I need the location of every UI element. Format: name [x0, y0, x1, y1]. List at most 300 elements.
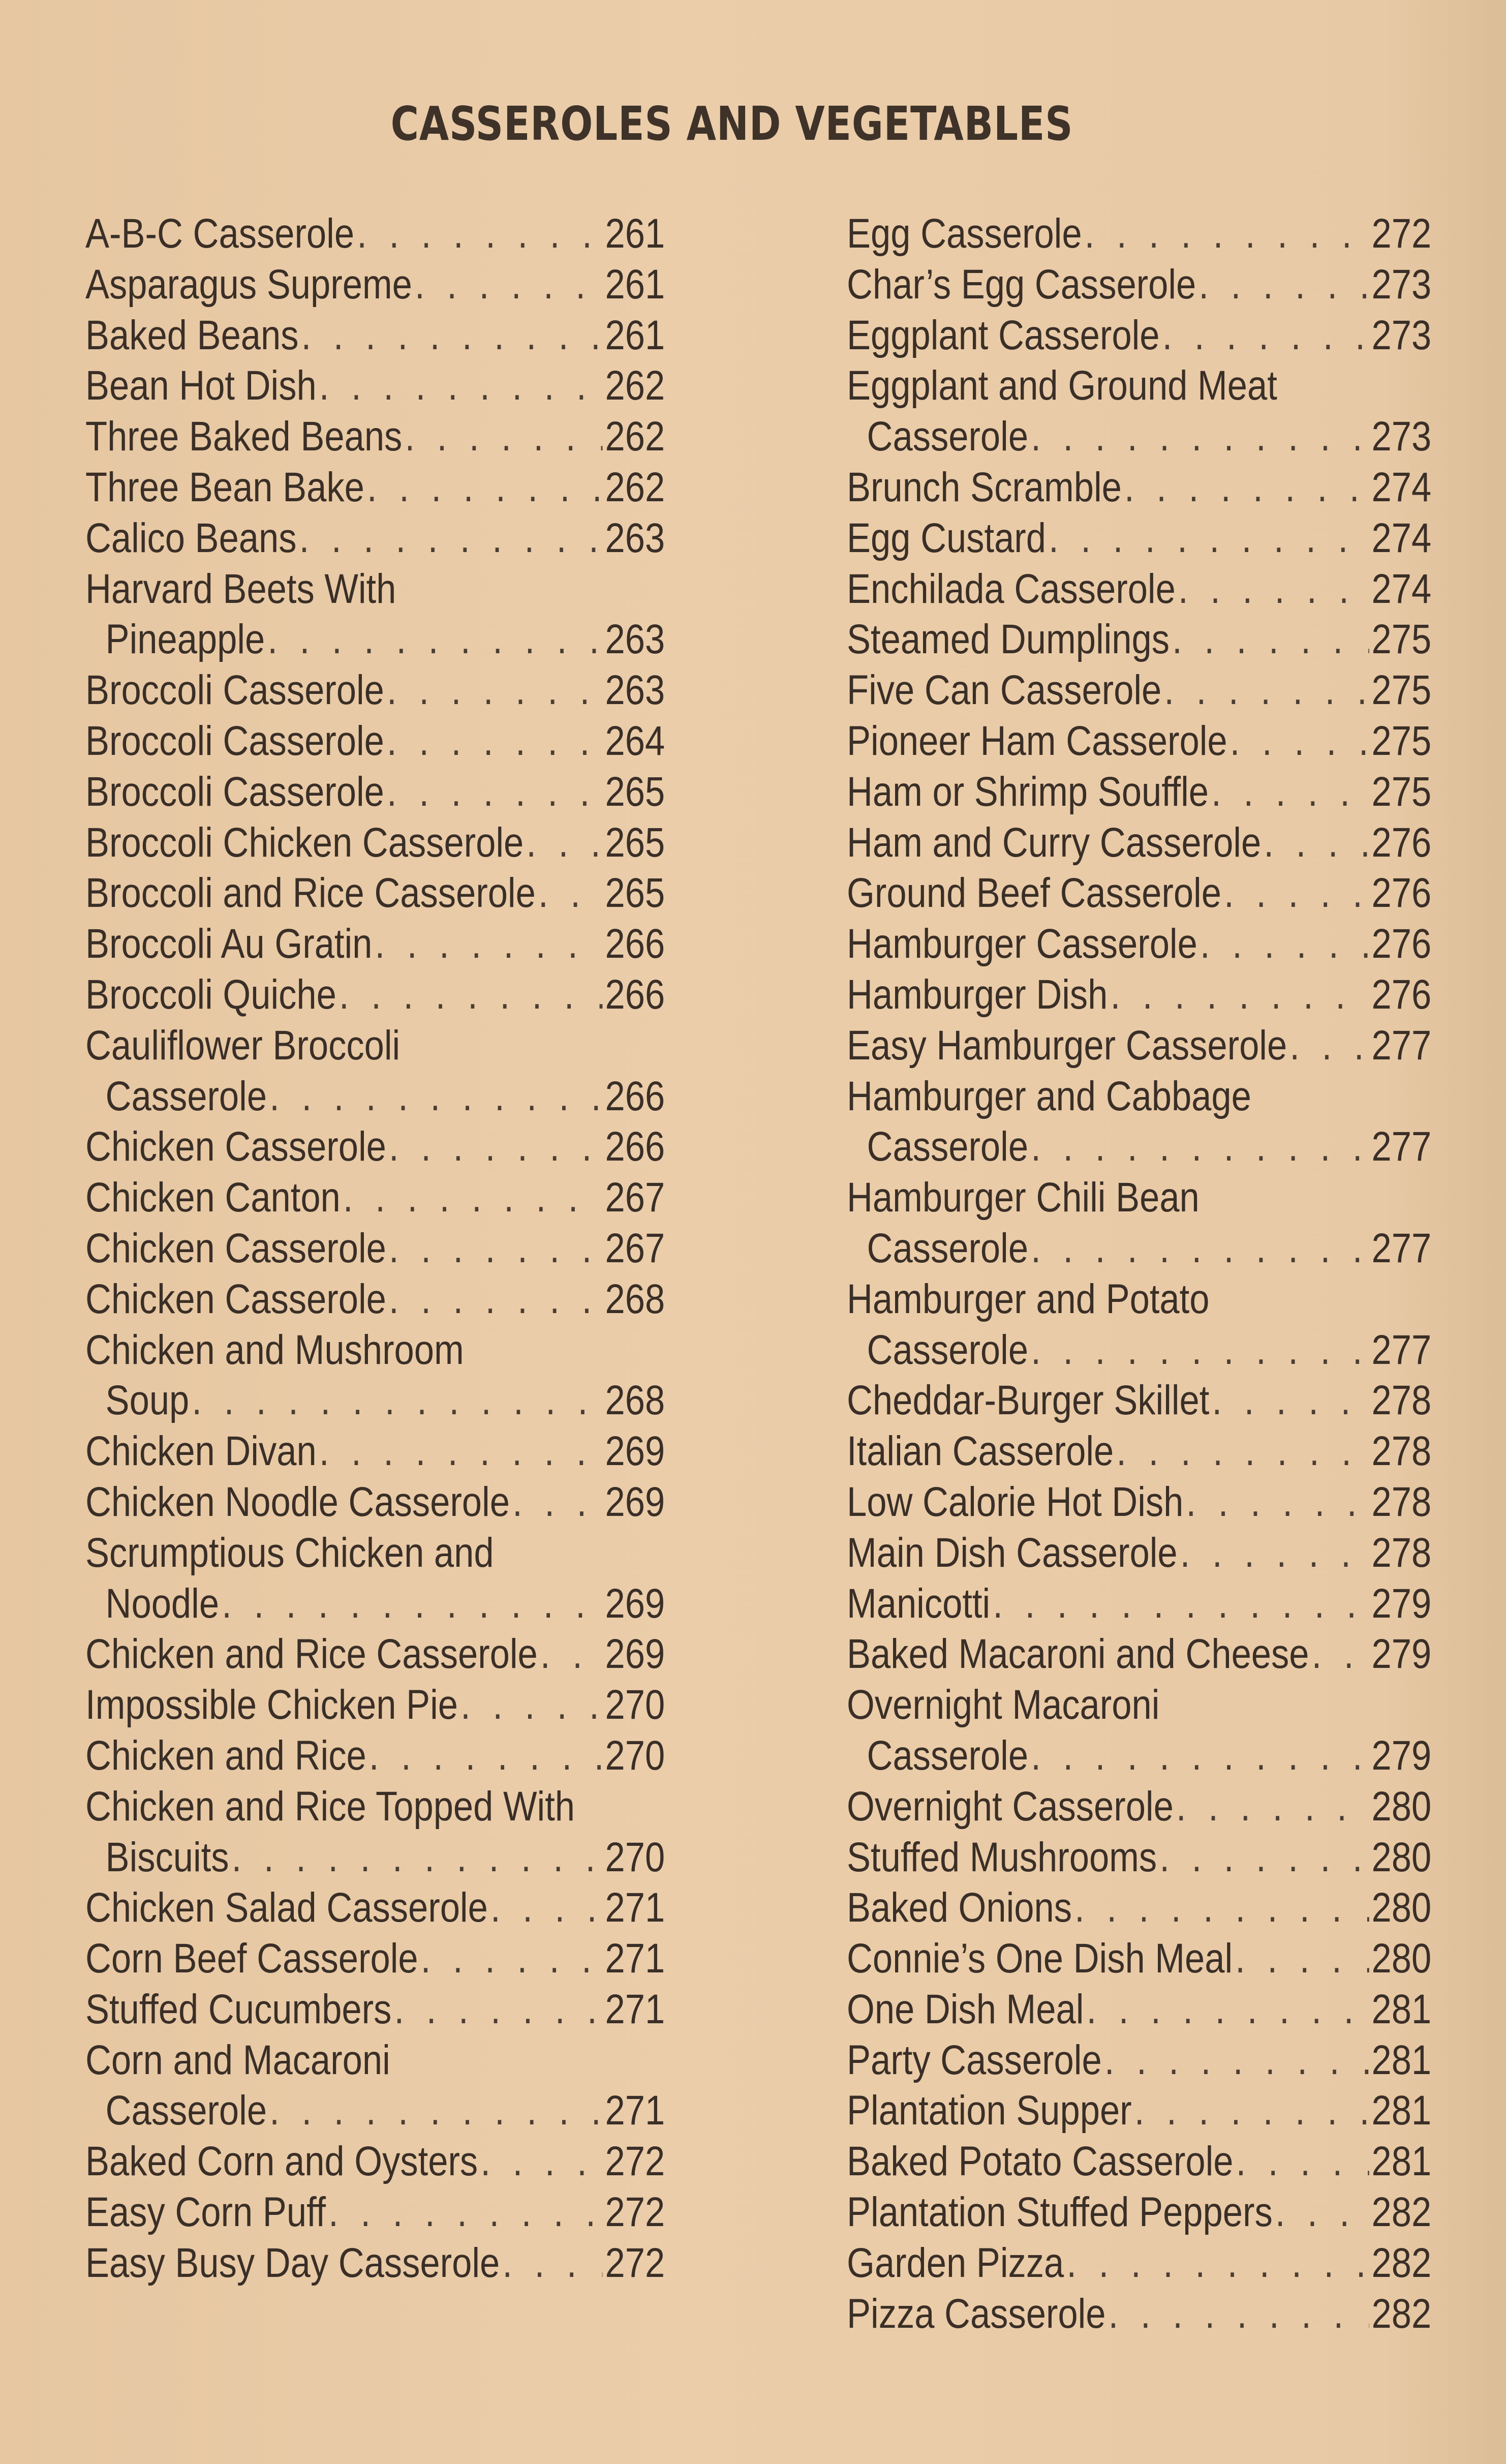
index-entry	[85, 564, 665, 615]
index-entry	[847, 716, 1431, 767]
index-entry	[847, 1274, 1431, 1325]
entry-title: Biscuits	[105, 1834, 229, 1880]
entry-page-number: 272	[605, 2239, 665, 2286]
entry-page-number: 268	[605, 1377, 665, 1424]
entry-page-number: 281	[1371, 2138, 1432, 2185]
dot-leader	[1198, 259, 1369, 310]
page-title: CASSEROLES AND VEGETABLES	[390, 97, 1073, 151]
index-entry	[85, 665, 665, 716]
entry-title: Calico Beans	[85, 514, 297, 561]
entry-page-number: 272	[605, 2138, 665, 2185]
dot-leader	[1109, 2289, 1369, 2339]
entry-title: Ham and Curry Casserole	[847, 819, 1262, 866]
entry-page-number: 267	[605, 1174, 665, 1221]
entry-title: Baked Corn and Oysters	[85, 2138, 478, 2185]
entry-page-number: 275	[1371, 616, 1432, 663]
index-entry	[847, 1223, 1431, 1274]
entry-page-number: 280	[1371, 1935, 1432, 1982]
entry-page-number: 280	[1371, 1884, 1432, 1931]
dot-leader	[389, 1121, 602, 1172]
entry-page-number: 278	[1371, 1428, 1432, 1475]
entry-page-number: 263	[605, 514, 665, 561]
index-entry	[847, 1629, 1431, 1680]
entry-title: Impossible Chicken Pie	[85, 1682, 458, 1728]
dot-leader	[1031, 1223, 1369, 1274]
dot-leader	[1289, 1020, 1369, 1071]
entry-title: Egg Casserole	[847, 210, 1082, 257]
dot-leader	[1116, 1426, 1369, 1477]
entry-title: Broccoli Quiche	[85, 971, 336, 1018]
dot-leader	[1211, 767, 1369, 817]
dot-leader	[1180, 1528, 1369, 1578]
index-entry	[85, 1680, 665, 1730]
entry-title: Casserole	[867, 1123, 1029, 1170]
index-entry	[847, 259, 1431, 310]
dot-leader	[267, 614, 602, 665]
index-entry	[85, 1477, 665, 1528]
index-entry	[85, 614, 665, 665]
dot-leader	[1134, 2085, 1369, 2136]
dot-leader	[299, 513, 603, 564]
entry-title: Chicken and Rice	[85, 1732, 366, 1779]
entry-title: Noodle	[105, 1580, 220, 1627]
entry-page-number: 261	[605, 312, 665, 358]
entry-title: Chicken Casserole	[85, 1123, 386, 1170]
index-entry	[85, 1172, 665, 1223]
index-entry	[847, 2238, 1431, 2289]
entry-page-number: 269	[605, 1428, 665, 1475]
entry-title: Three Baked Beans	[85, 413, 403, 460]
index-entry	[85, 310, 665, 361]
entry-page-number: 264	[605, 717, 665, 764]
index-entry	[85, 1933, 665, 1984]
index-entry	[847, 1781, 1431, 1832]
index-entry	[847, 1882, 1431, 1933]
index-entry	[85, 1629, 665, 1680]
entry-page-number: 278	[1371, 1377, 1432, 1424]
index-entry	[85, 1426, 665, 1477]
entry-title: Party Casserole	[847, 2036, 1102, 2083]
entry-page-number: 271	[605, 1884, 665, 1931]
index-entry	[847, 919, 1431, 969]
entry-page-number: 273	[1371, 413, 1432, 460]
entry-title: Three Bean Bake	[85, 464, 364, 510]
dot-leader	[389, 1274, 602, 1325]
entry-title: Easy Corn Puff	[85, 2189, 326, 2236]
dot-leader	[1230, 716, 1369, 767]
index-entry	[85, 868, 665, 919]
index-entry	[847, 1680, 1431, 1730]
entry-page-number: 266	[605, 1073, 665, 1119]
entry-title: Cheddar-Burger Skillet	[847, 1377, 1210, 1424]
entry-page-number: 269	[605, 1580, 665, 1627]
dot-leader	[1031, 411, 1369, 462]
entry-page-number: 271	[605, 1935, 665, 1982]
index-entry	[847, 1933, 1431, 1984]
entry-title: Hamburger and Cabbage	[847, 1073, 1251, 1119]
index-entry	[85, 767, 665, 817]
index-entry	[847, 868, 1431, 919]
index-entry	[85, 1578, 665, 1629]
dot-leader	[1031, 1325, 1369, 1376]
entry-title: Chicken Casserole	[85, 1275, 386, 1322]
index-entry	[85, 2085, 665, 2136]
entry-page-number: 276	[1371, 870, 1432, 917]
entry-title: Hamburger Chili Bean	[847, 1174, 1200, 1221]
entry-title: Corn and Macaroni	[85, 2036, 390, 2083]
entry-page-number: 262	[605, 464, 665, 510]
index-entry	[85, 462, 665, 513]
index-entry	[85, 1882, 665, 1933]
index-entry	[85, 1223, 665, 1274]
entry-title: Steamed Dumplings	[847, 616, 1170, 663]
entry-title: Stuffed Cucumbers	[85, 1986, 392, 2032]
entry-title: Plantation Supper	[847, 2087, 1132, 2134]
entry-title: Chicken Canton	[85, 1174, 341, 1221]
entry-title: Pizza Casserole	[847, 2290, 1106, 2337]
entry-page-number: 270	[605, 1682, 665, 1728]
entry-page-number: 269	[605, 1631, 665, 1678]
index-entry	[85, 1984, 665, 2035]
dot-leader	[1312, 1629, 1369, 1680]
entry-title: Casserole	[867, 1225, 1029, 1271]
index-entry	[847, 969, 1431, 1020]
entry-title: Chicken and Rice Topped With	[85, 1783, 575, 1830]
entry-title: Main Dish Casserole	[847, 1529, 1178, 1576]
dot-leader	[319, 1426, 603, 1477]
entry-title: Overnight Casserole	[847, 1783, 1174, 1830]
dot-leader	[301, 310, 603, 361]
entry-title: Broccoli Chicken Casserole	[85, 819, 524, 866]
dot-leader	[387, 767, 602, 817]
index-entry	[847, 817, 1431, 868]
dot-leader	[405, 411, 602, 462]
index-entry	[85, 1730, 665, 1781]
index-entry	[847, 1578, 1431, 1629]
dot-leader	[328, 2187, 602, 2238]
entry-page-number: 265	[605, 819, 665, 866]
dot-leader	[1236, 2136, 1369, 2187]
dot-leader	[526, 817, 602, 868]
dot-leader	[1087, 1984, 1369, 2035]
entry-page-number: 275	[1371, 667, 1432, 714]
entry-title: Baked Beans	[85, 312, 299, 358]
dot-leader	[1212, 1375, 1369, 1426]
index-entry	[847, 513, 1431, 564]
index-entry	[85, 919, 665, 969]
entry-page-number: 282	[1371, 2189, 1432, 2236]
right-index-column	[847, 208, 1431, 2339]
index-entry	[85, 1121, 665, 1172]
dot-leader	[389, 1223, 602, 1274]
index-entry	[847, 767, 1431, 817]
index-entry	[847, 665, 1431, 716]
entry-page-number: 277	[1371, 1123, 1432, 1170]
entry-title: Enchilada Casserole	[847, 565, 1176, 612]
entry-page-number: 281	[1371, 2036, 1432, 2083]
index-entry	[847, 1020, 1431, 1071]
entry-title: Ham or Shrimp Souffle	[847, 768, 1209, 815]
dot-leader	[421, 1933, 603, 1984]
entry-title: Chicken and Rice Casserole	[85, 1631, 538, 1678]
index-entry	[85, 513, 665, 564]
index-entry	[847, 1477, 1431, 1528]
entry-page-number: 273	[1371, 261, 1432, 308]
entry-title: Broccoli and Rice Casserole	[85, 870, 536, 917]
dot-leader	[269, 1071, 602, 1122]
index-entry	[847, 1528, 1431, 1578]
dot-leader	[1031, 1121, 1369, 1172]
entry-title: A-B-C Casserole	[85, 210, 355, 257]
entry-page-number: 274	[1371, 565, 1432, 612]
index-entry	[85, 360, 665, 411]
dot-leader	[343, 1172, 602, 1223]
entry-page-number: 265	[605, 768, 665, 815]
entry-title: Hamburger Casserole	[847, 921, 1197, 967]
index-entry	[85, 969, 665, 1020]
entry-title: Baked Potato Casserole	[847, 2138, 1234, 2185]
dot-leader	[538, 868, 602, 919]
dot-leader	[1074, 1882, 1369, 1933]
entry-page-number: 269	[605, 1478, 665, 1525]
entry-title: Five Can Casserole	[847, 667, 1162, 714]
entry-page-number: 266	[605, 971, 665, 1018]
entry-title: One Dish Meal	[847, 1986, 1084, 2032]
dot-leader	[1066, 2238, 1369, 2289]
entry-title: Broccoli Casserole	[85, 768, 384, 815]
entry-title: Soup	[105, 1377, 190, 1424]
dot-leader	[1172, 614, 1369, 665]
dot-leader	[490, 1882, 602, 1933]
entry-title: Casserole	[105, 1073, 267, 1119]
dot-leader	[1159, 1832, 1369, 1883]
entry-title: Brunch Scramble	[847, 464, 1122, 510]
dot-leader	[502, 2238, 602, 2289]
entry-title: Casserole	[867, 1326, 1029, 1373]
dot-leader	[222, 1578, 602, 1629]
dot-leader	[512, 1477, 602, 1528]
index-entry	[85, 259, 665, 310]
dot-leader	[540, 1629, 602, 1680]
dot-leader	[1085, 208, 1369, 259]
entry-page-number: 280	[1371, 1783, 1432, 1830]
entry-page-number: 265	[605, 870, 665, 917]
entry-page-number: 266	[605, 921, 665, 967]
index-entry	[847, 614, 1431, 665]
index-entry	[85, 2035, 665, 2086]
entry-page-number: 274	[1371, 514, 1432, 561]
entry-title: Eggplant Casserole	[847, 312, 1160, 358]
index-entry	[85, 1375, 665, 1426]
index-entry	[847, 2035, 1431, 2086]
entry-page-number: 279	[1371, 1631, 1432, 1678]
entry-title: Casserole	[867, 1732, 1029, 1779]
entry-title: Hamburger and Potato	[847, 1275, 1210, 1322]
index-entry	[85, 2136, 665, 2187]
dot-leader	[460, 1680, 602, 1730]
entry-title: Plantation Stuffed Peppers	[847, 2189, 1273, 2236]
entry-page-number: 261	[605, 210, 665, 257]
entry-page-number: 262	[605, 362, 665, 409]
entry-title: Ground Beef Casserole	[847, 870, 1221, 917]
index-entry	[85, 1274, 665, 1325]
dot-leader	[387, 716, 602, 767]
entry-page-number: 272	[605, 2189, 665, 2236]
index-entry	[85, 1071, 665, 1122]
index-entry	[85, 411, 665, 462]
entry-title: Broccoli Au Gratin	[85, 921, 373, 967]
index-entry	[847, 208, 1431, 259]
dot-leader	[1111, 969, 1369, 1020]
entry-page-number: 262	[605, 413, 665, 460]
left-index-column	[85, 208, 665, 2289]
index-entry	[847, 2085, 1431, 2136]
dot-leader	[319, 360, 603, 411]
entry-title: Low Calorie Hot Dish	[847, 1478, 1184, 1525]
entry-title: Chicken Salad Casserole	[85, 1884, 488, 1931]
index-entry	[85, 208, 665, 259]
entry-page-number: 277	[1371, 1022, 1432, 1069]
entry-title: Pineapple	[105, 616, 265, 663]
entry-page-number: 279	[1371, 1580, 1432, 1627]
entry-page-number: 270	[605, 1732, 665, 1779]
dot-leader	[1224, 868, 1369, 919]
entry-title: Baked Onions	[847, 1884, 1072, 1931]
entry-page-number: 276	[1371, 921, 1432, 967]
index-entry	[847, 564, 1431, 615]
entry-page-number: 277	[1371, 1326, 1432, 1373]
index-entry	[847, 360, 1431, 411]
dot-leader	[375, 919, 603, 969]
entry-page-number: 270	[605, 1834, 665, 1880]
dot-leader	[415, 259, 602, 310]
index-entry	[847, 1426, 1431, 1477]
dot-leader	[1049, 513, 1369, 564]
index-entry	[847, 1121, 1431, 1172]
dot-leader	[1124, 462, 1369, 513]
entry-title: Casserole	[105, 2087, 267, 2134]
entry-page-number: 282	[1371, 2290, 1432, 2337]
entry-title: Broccoli Casserole	[85, 667, 384, 714]
entry-title: Manicotti	[847, 1580, 991, 1627]
dot-leader	[1264, 817, 1369, 868]
entry-page-number: 275	[1371, 768, 1432, 815]
dot-leader	[232, 1832, 603, 1883]
entry-title: Chicken and Mushroom	[85, 1326, 464, 1373]
index-entry	[85, 2187, 665, 2238]
index-entry	[85, 1832, 665, 1883]
dot-leader	[394, 1984, 603, 2035]
entry-page-number: 276	[1371, 971, 1432, 1018]
dot-leader	[192, 1375, 602, 1426]
dot-leader	[480, 2136, 602, 2187]
entry-title: Casserole	[867, 413, 1029, 460]
entry-page-number: 276	[1371, 819, 1432, 866]
entry-page-number: 271	[605, 1986, 665, 2032]
dot-leader	[1200, 919, 1369, 969]
index-entry	[85, 2238, 665, 2289]
entry-title: Garden Pizza	[847, 2239, 1064, 2286]
dot-leader	[387, 665, 602, 716]
index-entry	[847, 1325, 1431, 1376]
index-entry	[85, 1528, 665, 1578]
dot-leader	[1162, 310, 1369, 361]
dot-leader	[269, 2085, 602, 2136]
index-entry	[847, 2289, 1431, 2339]
entry-title: Scrumptious Chicken and	[85, 1529, 494, 1576]
dot-leader	[1104, 2035, 1369, 2086]
entry-title: Broccoli Casserole	[85, 717, 384, 764]
index-entry	[847, 2187, 1431, 2238]
entry-title: Chicken Noodle Casserole	[85, 1478, 510, 1525]
entry-title: Connie’s One Dish Meal	[847, 1935, 1233, 1982]
entry-title: Overnight Macaroni	[847, 1682, 1160, 1728]
entry-page-number: 278	[1371, 1478, 1432, 1525]
entry-page-number: 277	[1371, 1225, 1432, 1271]
dot-leader	[369, 1730, 603, 1781]
entry-title: Bean Hot Dish	[85, 362, 317, 409]
entry-page-number: 274	[1371, 464, 1432, 510]
entry-page-number: 263	[605, 616, 665, 663]
entry-page-number: 282	[1371, 2239, 1432, 2286]
entry-title: Baked Macaroni and Cheese	[847, 1631, 1309, 1678]
entry-title: Italian Casserole	[847, 1428, 1114, 1475]
entry-page-number: 275	[1371, 717, 1432, 764]
dot-leader	[1178, 564, 1369, 615]
entry-title: Corn Beef Casserole	[85, 1935, 418, 1982]
entry-page-number: 268	[605, 1275, 665, 1322]
index-entry	[847, 2136, 1431, 2187]
index-entry	[847, 1172, 1431, 1223]
dot-leader	[1176, 1781, 1369, 1832]
index-entry	[85, 1020, 665, 1071]
entry-page-number: 278	[1371, 1529, 1432, 1576]
index-entry	[847, 1832, 1431, 1883]
index-entry	[847, 1730, 1431, 1781]
dot-leader	[993, 1578, 1369, 1629]
dot-leader	[357, 208, 602, 259]
entry-page-number: 279	[1371, 1732, 1432, 1779]
entry-title: Char’s Egg Casserole	[847, 261, 1196, 308]
entry-title: Easy Hamburger Casserole	[847, 1022, 1287, 1069]
entry-title: Chicken Divan	[85, 1428, 317, 1475]
index-entry	[847, 411, 1431, 462]
index-entry	[847, 1375, 1431, 1426]
entry-title: Pioneer Ham Casserole	[847, 717, 1227, 764]
entry-page-number: 261	[605, 261, 665, 308]
entry-page-number: 272	[1371, 210, 1432, 257]
entry-title: Harvard Beets With	[85, 565, 396, 612]
entry-page-number: 273	[1371, 312, 1432, 358]
entry-page-number: 281	[1371, 2087, 1432, 2134]
entry-title: Egg Custard	[847, 514, 1046, 561]
dot-leader	[1275, 2187, 1369, 2238]
index-entry	[85, 716, 665, 767]
entry-page-number: 281	[1371, 1986, 1432, 2032]
entry-title: Stuffed Mushrooms	[847, 1834, 1157, 1880]
entry-title: Cauliflower Broccoli	[85, 1022, 401, 1069]
index-entry	[847, 1984, 1431, 2035]
entry-title: Hamburger Dish	[847, 971, 1108, 1018]
index-entry	[847, 310, 1431, 361]
entry-title: Asparagus Supreme	[85, 261, 412, 308]
entry-page-number: 271	[605, 2087, 665, 2134]
dot-leader	[1235, 1933, 1369, 1984]
dot-leader	[1164, 665, 1369, 716]
entry-title: Chicken Casserole	[85, 1225, 386, 1271]
dot-leader	[367, 462, 602, 513]
index-entry	[85, 817, 665, 868]
